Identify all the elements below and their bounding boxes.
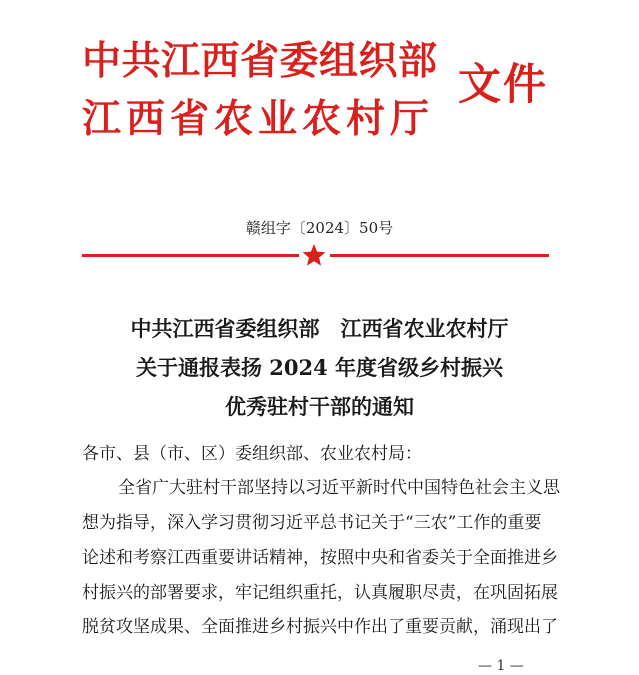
issuer-line-2: 江西省农业农村厅 <box>82 97 435 142</box>
title-line-1: 中共江西省委组织部 江西省农业农村厅 <box>130 316 509 341</box>
salutation: 各市、县（市、区）委组织部、农业农村局： <box>82 444 422 464</box>
issuer-line-1: 中共江西省委组织部 <box>82 39 438 84</box>
title-line-2: 关于通报表扬 2024 年度省级乡村振兴 <box>135 355 504 380</box>
red-rule-left <box>82 254 299 257</box>
body-line: 村振兴的部署要求，牢记组织重托，认真履职尽责，在巩固拓展 <box>82 583 558 603</box>
red-rule-right <box>330 254 549 257</box>
page-number: — 1 — <box>478 658 524 674</box>
red-star-icon <box>301 244 327 266</box>
title-line-3: 优秀驻村干部的通知 <box>225 394 414 419</box>
document-type-label: 文件 <box>458 60 548 110</box>
body-line: 想为指导，深入学习贯彻习近平总书记关于“三农”工作的重要 <box>82 513 542 533</box>
body-line: 全省广大驻村干部坚持以习近平新时代中国特色社会主义思 <box>118 478 560 498</box>
body-line: 论述和考察江西重要讲话精神，按照中央和省委关于全面推进乡 <box>82 548 558 568</box>
body-line: 脱贫攻坚成果、全面推进乡村振兴中作出了重要贡献，涌现出了 <box>82 617 558 637</box>
document-number: 赣组字〔2024〕50号 <box>245 219 394 237</box>
